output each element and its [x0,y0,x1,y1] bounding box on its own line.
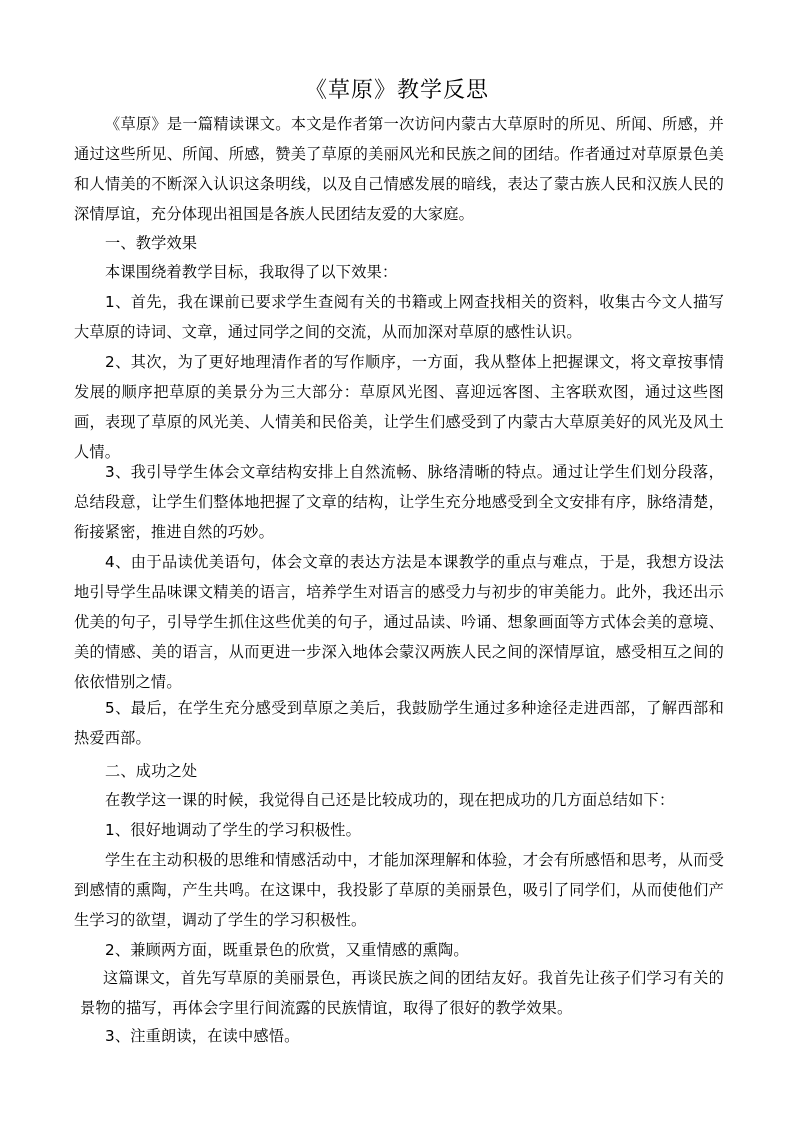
effect-point-4: 4、由于品读优美语句，体会文章的表达方法是本课教学的重点与难点，于是，我想方设法地引导学生品味课文精美的语言，培养学生对语言的感受力与初步的审美能力。此外，我还出示优美的句子，引导学生抓住这些优美的句子，通过品读、吟诵、想象画面等方式体会美的意境、美的情感、美的语言，从而更进一步深入地体会蒙汉两族人民之间的深情厚谊，感受相互之间的依依惜别之情。 [74,553,724,691]
effect-point-2: 2、其次，为了更好地理清作者的写作顺序，一方面，我从整体上把握课文，将文章按事情发展的顺序把草原的美景分为三大部分：草原风光图、喜迎远客图、主客联欢图，通过这些图画，表现了草原的风光美、人情美和民俗美，让学生们感受到了内蒙古大草原美好的风光及风土人情。 [74,353,724,461]
success-point-1: 1、很好地调动了学生的学习积极性。 [105,821,362,839]
effect-point-1: 1、首先，我在课前已要求学生查阅有关的书籍或上网查找相关的资料，收集古今文人描写大草原的诗词、文章，通过同学之间的交流，从而加深对草原的感性认识。 [74,293,724,341]
intro-paragraph: 《草原》是一篇精读课文。本文是作者第一次访问内蒙古大草原时的所见、所闻、所感，并通过这些所见、所闻、所感，赞美了草原的美丽风光和民族之间的团结。作者通过对草原景色美和人情美的不断深入认识这条明线，以及自己情感发展的暗线，表达了蒙古族人民和汉族人民的深情厚谊，充分体现出祖国是各族人民团结友爱的大家庭。 [74,115,724,223]
success-point-2: 2、兼顾两方面，既重景色的欣赏，又重情感的熏陶。 [105,941,469,959]
effect-point-3: 3、我引导学生体会文章结构安排上自然流畅、脉络清晰的特点。通过让学生们划分段落，总结段意，让学生们整体地把握了文章的结构，让学生充分地感受到全文安排有序，脉络清楚，衔接紧密，推进自然的巧妙。 [74,463,724,541]
effect-point-5: 5、最后，在学生充分感受到草原之美后，我鼓励学生通过多种途径走进西部，了解西部和热爱西部。 [74,699,724,747]
success-point-1-body: 学生在主动积极的思维和情感活动中，才能加深理解和体验，才会有所感悟和思考，从而受到感情的熏陶，产生共鸣。在这课中，我投影了草原的美丽景色，吸引了同学们，从而使他们产生学习的欲望，调动了学生的学习积极性。 [74,851,724,929]
success-point-3: 3、注重朗读，在读中感悟。 [105,1027,300,1045]
section-heading-success: 二、成功之处 [105,762,198,780]
effect-intro-paragraph: 本课围绕着教学目标，我取得了以下效果： [105,263,398,281]
success-intro-paragraph: 在教学这一课的时候，我觉得自己还是比较成功的，现在把成功的几方面总结如下： [105,791,675,809]
success-point-2-body: 这篇课文，首先写草原的美丽景色，再谈民族之间的团结友好。我首先让孩子们学习有关的景物的描写，再体会字里行间流露的民族情谊，取得了很好的教学效果。 [80,969,724,1017]
section-heading-teaching-effect: 一、教学效果 [105,234,198,252]
page-title: 《草原》教学反思 [304,78,489,103]
